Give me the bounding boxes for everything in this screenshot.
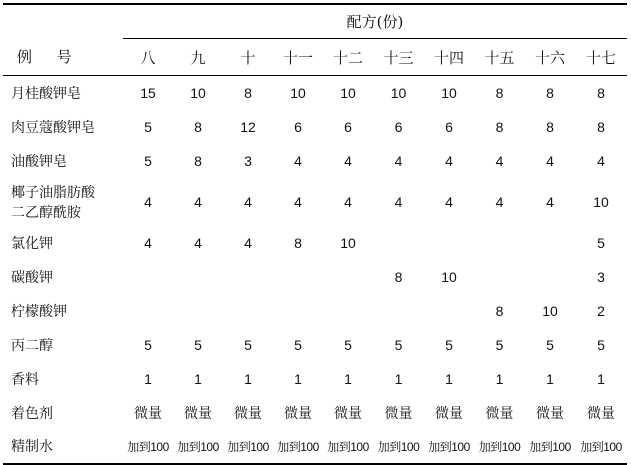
column-header: 十五	[474, 39, 525, 76]
value-cell: 加到100	[424, 430, 474, 464]
value-cell: 5	[244, 336, 252, 353]
row-label: 香料	[11, 371, 39, 388]
value-cell: 5	[546, 336, 554, 353]
row-label: 月桂酸钾皂	[11, 85, 81, 102]
table-row	[3, 430, 627, 464]
row-label: 碳酸钾	[11, 269, 53, 286]
value-cell: 微量	[184, 405, 212, 422]
table-row	[3, 362, 627, 396]
value-cell	[273, 260, 323, 294]
row-label: 精制水	[3, 430, 123, 464]
value-cell: 6	[344, 118, 352, 135]
header-row	[3, 39, 627, 76]
value-cell: 加到100	[575, 430, 627, 464]
column-header: 十一	[273, 39, 323, 76]
value-cell	[223, 294, 273, 328]
column-header: 十	[223, 39, 273, 76]
value-cell: 12	[240, 118, 256, 135]
table-row	[3, 226, 627, 260]
table-row	[3, 144, 627, 178]
value-cell: 8	[546, 84, 554, 101]
value-cell: 微量	[485, 405, 514, 422]
table-body	[3, 76, 627, 464]
value-cell	[123, 294, 173, 328]
value-cell: 6	[445, 118, 453, 135]
table-row	[3, 76, 627, 110]
table-row	[3, 260, 627, 294]
value-cell: 10	[441, 84, 457, 101]
value-cell: 1	[244, 370, 252, 387]
value-cell: 4	[194, 234, 202, 251]
value-cell: 1	[344, 370, 352, 387]
value-cell: 4	[144, 193, 152, 210]
value-cell: 4	[394, 152, 403, 169]
value-cell: 8	[194, 118, 202, 135]
value-cell	[474, 260, 525, 294]
value-cell: 微量	[334, 405, 362, 422]
value-cell: 8	[495, 118, 504, 135]
value-cell: 加到100	[323, 430, 373, 464]
value-cell: 微量	[134, 405, 162, 422]
value-cell: 4	[445, 152, 453, 169]
value-cell: 4	[546, 152, 554, 169]
caption-left-blank	[3, 4, 123, 39]
value-cell: 5	[144, 152, 152, 169]
value-cell: 5	[394, 336, 403, 353]
value-cell	[323, 294, 373, 328]
value-cell: 5	[194, 336, 202, 353]
table-caption: 配方(份)	[123, 4, 627, 39]
row-label	[3, 178, 123, 226]
table-row	[3, 110, 627, 144]
column-header: 十七	[575, 39, 627, 76]
value-cell: 3	[244, 152, 252, 169]
value-cell: 10	[340, 84, 356, 101]
value-cell: 8	[294, 234, 302, 251]
row-label: 丙二醇	[11, 337, 53, 354]
value-cell: 4	[495, 193, 504, 210]
value-cell: 4	[546, 193, 554, 210]
value-cell: 5	[597, 336, 605, 353]
value-cell: 4	[294, 152, 302, 169]
row-label: 着色剂	[11, 405, 53, 422]
value-cell: 10	[340, 234, 356, 251]
value-cell: 10	[441, 268, 457, 285]
value-cell: 4	[194, 193, 202, 210]
value-cell: 加到100	[474, 430, 525, 464]
value-cell: 5	[144, 118, 152, 135]
value-cell	[123, 260, 173, 294]
table-row	[3, 328, 627, 362]
value-cell: 4	[597, 152, 605, 169]
value-cell	[525, 226, 575, 260]
value-cell: 5	[495, 336, 504, 353]
value-cell: 5	[294, 336, 302, 353]
value-cell: 5	[597, 234, 605, 251]
row-label-line: 椰子油脂肪酸	[11, 184, 95, 201]
value-cell	[424, 226, 474, 260]
value-cell	[223, 260, 273, 294]
value-cell: 10	[190, 84, 206, 101]
value-cell: 8	[597, 84, 605, 101]
value-cell: 4	[344, 152, 352, 169]
value-cell: 6	[294, 118, 302, 135]
value-cell: 4	[394, 193, 403, 210]
value-cell: 2	[597, 302, 605, 319]
value-cell: 3	[597, 268, 605, 285]
value-cell: 5	[344, 336, 352, 353]
column-header: 十六	[525, 39, 575, 76]
table-row	[3, 178, 627, 226]
row-label: 氯化钾	[11, 235, 53, 252]
value-cell: 1	[194, 370, 202, 387]
value-cell: 8	[546, 118, 554, 135]
value-cell: 加到100	[223, 430, 273, 464]
value-cell: 微量	[587, 405, 615, 422]
value-cell: 1	[144, 370, 152, 387]
value-cell: 10	[542, 302, 558, 319]
value-cell: 4	[344, 193, 352, 210]
value-cell	[525, 260, 575, 294]
value-cell: 加到100	[373, 430, 424, 464]
value-cell: 6	[394, 118, 403, 135]
column-header: 九	[173, 39, 223, 76]
value-cell	[323, 260, 373, 294]
row-label: 油酸钾皂	[11, 153, 67, 170]
value-cell: 15	[140, 84, 156, 101]
value-cell: 1	[294, 370, 302, 387]
value-cell	[273, 294, 323, 328]
value-cell: 4	[495, 152, 504, 169]
value-cell: 加到100	[173, 430, 223, 464]
value-cell: 加到100	[123, 430, 173, 464]
value-cell: 1	[394, 370, 403, 387]
value-cell: 加到100	[525, 430, 575, 464]
value-cell: 4	[294, 193, 302, 210]
value-cell	[373, 294, 424, 328]
header-label: 例 号	[3, 39, 123, 76]
value-cell	[373, 226, 424, 260]
value-cell: 8	[495, 84, 504, 101]
value-cell: 微量	[435, 405, 463, 422]
column-header: 十四	[424, 39, 474, 76]
value-cell: 1	[597, 370, 605, 387]
table-row	[3, 294, 627, 328]
column-header: 十二	[323, 39, 373, 76]
value-cell: 加到100	[273, 430, 323, 464]
value-cell: 5	[144, 336, 152, 353]
value-cell	[474, 226, 525, 260]
value-cell: 微量	[384, 405, 413, 422]
column-header: 十三	[373, 39, 424, 76]
value-cell	[173, 260, 223, 294]
value-cell: 10	[290, 84, 306, 101]
formula-table	[3, 3, 627, 465]
value-cell	[173, 294, 223, 328]
value-cell: 1	[445, 370, 453, 387]
value-cell	[424, 294, 474, 328]
value-cell: 8	[194, 152, 202, 169]
value-cell: 10	[390, 84, 407, 101]
value-cell: 微量	[234, 405, 262, 422]
value-cell: 8	[394, 268, 403, 285]
value-cell: 1	[546, 370, 554, 387]
value-cell: 4	[244, 234, 252, 251]
table-row	[3, 396, 627, 430]
value-cell: 微量	[536, 405, 564, 422]
value-cell: 4	[244, 193, 252, 210]
value-cell: 10	[593, 193, 609, 210]
value-cell: 4	[144, 234, 152, 251]
row-label-line: 二乙醇酰胺	[11, 204, 81, 221]
value-cell: 4	[445, 193, 453, 210]
column-header: 八	[123, 39, 173, 76]
value-cell: 微量	[284, 405, 312, 422]
row-label: 柠檬酸钾	[11, 303, 67, 320]
value-cell: 8	[244, 84, 252, 101]
value-cell: 8	[597, 118, 605, 135]
value-cell: 8	[495, 302, 504, 319]
row-label: 肉豆蔻酸钾皂	[11, 119, 95, 136]
caption-row	[3, 4, 627, 39]
value-cell: 1	[495, 370, 504, 387]
value-cell: 5	[445, 336, 453, 353]
